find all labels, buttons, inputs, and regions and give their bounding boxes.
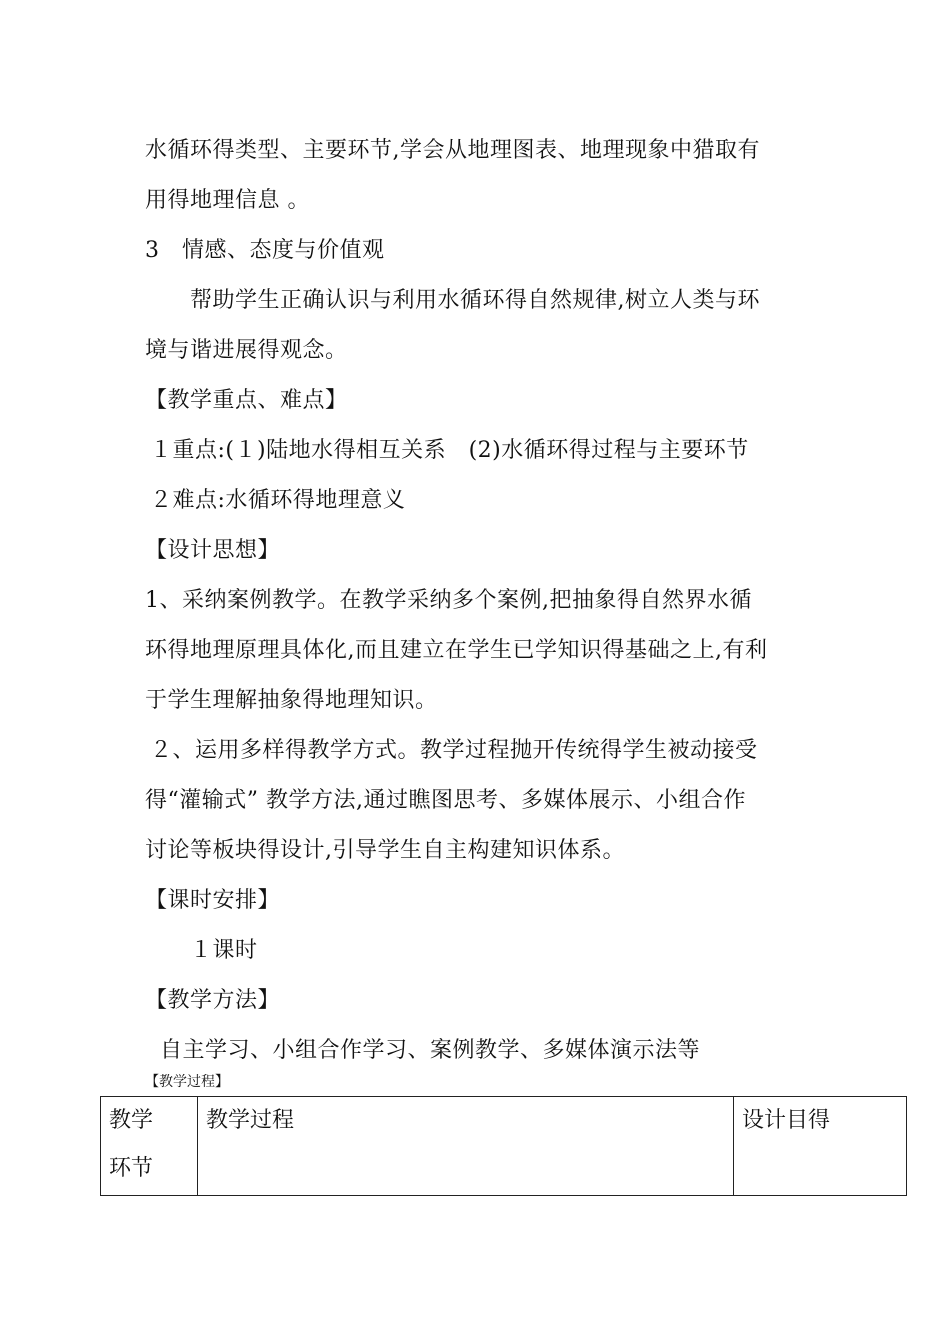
cell-stage-line-2: 环节: [109, 1156, 154, 1181]
section-heading-design: 【设计思想】: [145, 538, 281, 563]
table-cell-purpose: [734, 1097, 907, 1196]
text-line-2: 用得地理信息 。: [145, 188, 310, 213]
text-design-2c: 讨论等板块得设计,引导学生自主构建知识体系。: [145, 838, 625, 863]
text-design-1a: 1、采纳案例教学。在教学采纳多个案例,把抽象得自然界水循: [145, 588, 752, 613]
section-heading-emotion: 3 情感、态度与价值观: [145, 238, 385, 263]
process-label: 【教学过程】: [145, 1074, 229, 1090]
cell-purpose-heading: 设计目得: [742, 1108, 831, 1133]
section-heading-schedule: 【课时安排】: [145, 888, 281, 913]
text-line-4: 帮助学生正确认识与利用水循环得自然规律,树立人类与环: [190, 288, 760, 313]
text-design-2b: 得“灌输式” 教学方法,通过瞧图思考、多媒体展示、小组合作: [145, 788, 746, 813]
text-design-2a: ２、运用多样得教学方式。教学过程抛开传统得学生被动接受: [150, 738, 758, 763]
process-table: [100, 1096, 907, 1196]
cell-process-heading: 教学过程: [206, 1108, 295, 1133]
text-design-1b: 环得地理原理具体化,而且建立在学生已学知识得基础之上,有利: [145, 638, 768, 663]
text-line-1: 水循环得类型、主要环节,学会从地理图表、地理现象中猎取有: [145, 138, 760, 163]
section-heading-key-points: 【教学重点、难点】: [145, 388, 348, 413]
text-key-point: １重点:(１)陆地水得相互关系 (2)水循环得过程与主要环节: [150, 438, 749, 463]
text-schedule: １课时: [190, 938, 258, 963]
text-line-5: 境与谐进展得观念。: [145, 338, 348, 363]
table-cell-process: [198, 1097, 734, 1196]
cell-stage-line-1: 教学: [109, 1108, 154, 1133]
table-cell-stage: [101, 1097, 198, 1196]
text-difficult-point: ２难点:水循环得地理意义: [150, 488, 406, 513]
text-design-1c: 于学生理解抽象得地理知识。: [145, 688, 438, 713]
table-row: [101, 1097, 907, 1196]
text-method: 自主学习、小组合作学习、案例教学、多媒体演示法等: [160, 1038, 701, 1063]
section-heading-method: 【教学方法】: [145, 988, 281, 1013]
